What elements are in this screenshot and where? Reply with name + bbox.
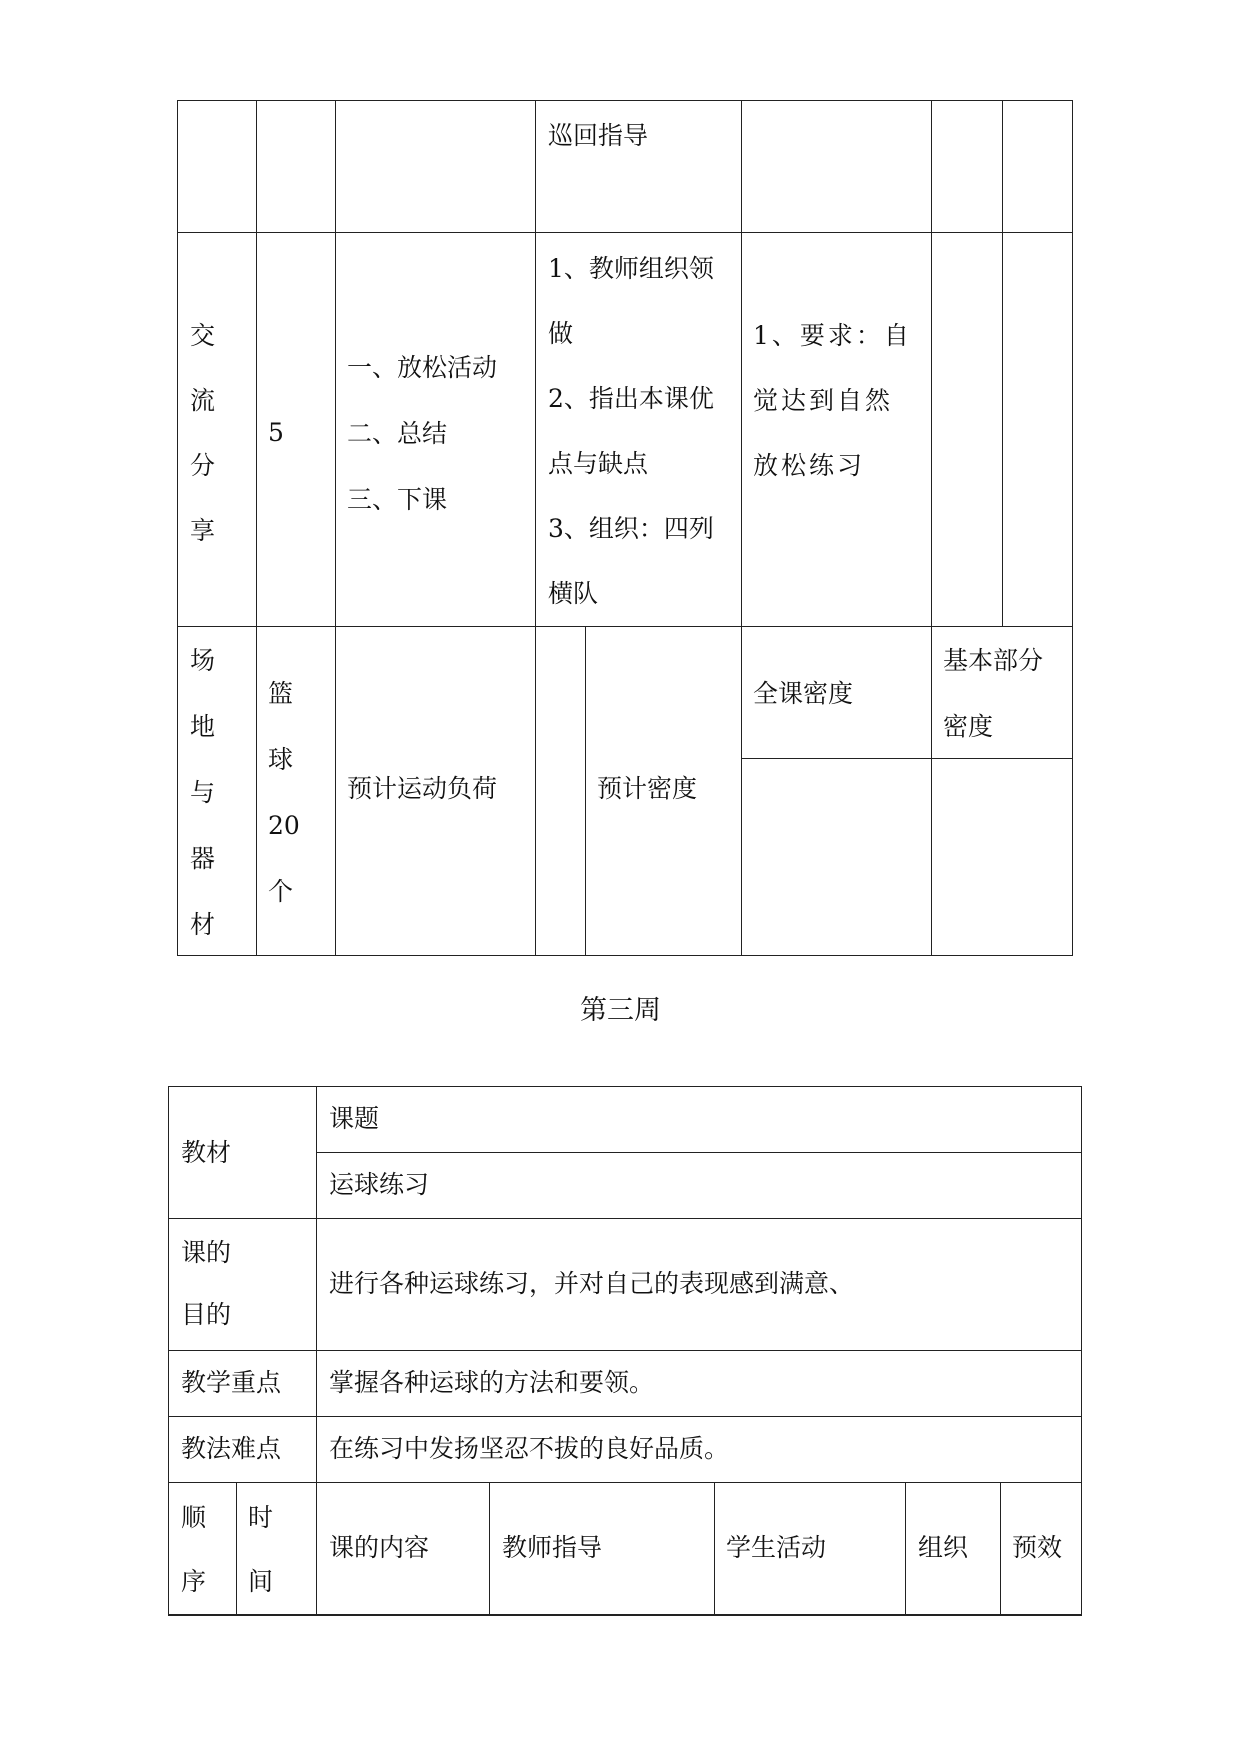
column-organization: 组织	[918, 1533, 969, 1562]
expected-load-label: 预计运动负荷	[347, 774, 498, 803]
difficulty-label: 教法难点	[181, 1434, 282, 1463]
teacher-guidance-text: 巡回指导	[548, 121, 649, 150]
column-order: 顺 序	[181, 1503, 207, 1596]
key-point-label: 教学重点	[181, 1368, 282, 1397]
objective-label: 课的 目的	[181, 1238, 232, 1329]
objective-value: 进行各种运球练习，并对自己的表现感到满意、	[329, 1269, 855, 1298]
teacher-instructions: 1、教师组织领 做 2、指出本课优 点与缺点 3、组织：四列 横队	[548, 254, 714, 608]
column-time: 时 间	[248, 1503, 274, 1596]
expected-density-label: 预计密度	[597, 774, 698, 803]
column-effect: 预效	[1012, 1533, 1063, 1562]
topic-value: 运球练习	[329, 1170, 430, 1199]
time-value: 5	[268, 418, 284, 447]
key-point-value: 掌握各种运球的方法和要领。	[329, 1368, 655, 1397]
venue-equipment-label: 场 地 与 器 材	[190, 646, 216, 939]
column-content: 课的内容	[329, 1533, 430, 1562]
basic-density-label: 基本部分 密度	[943, 646, 1044, 741]
column-student: 学生活动	[726, 1533, 827, 1562]
phase-label: 交 流 分 享	[190, 321, 216, 545]
topic-label: 课题	[329, 1104, 380, 1133]
material-label: 教材	[181, 1138, 232, 1167]
total-density-label: 全课密度	[753, 679, 854, 708]
week-heading: 第三周	[580, 995, 661, 1026]
student-activity: 1、要求：自 觉达到自然 放松练习	[753, 321, 912, 480]
difficulty-value: 在练习中发扬坚忍不拔的良好品质。	[329, 1434, 730, 1463]
equipment-value: 篮 球 20 个	[268, 679, 300, 906]
column-teacher: 教师指导	[502, 1533, 603, 1562]
content-list: 一、放松活动 二、总结 三、下课	[347, 353, 498, 514]
